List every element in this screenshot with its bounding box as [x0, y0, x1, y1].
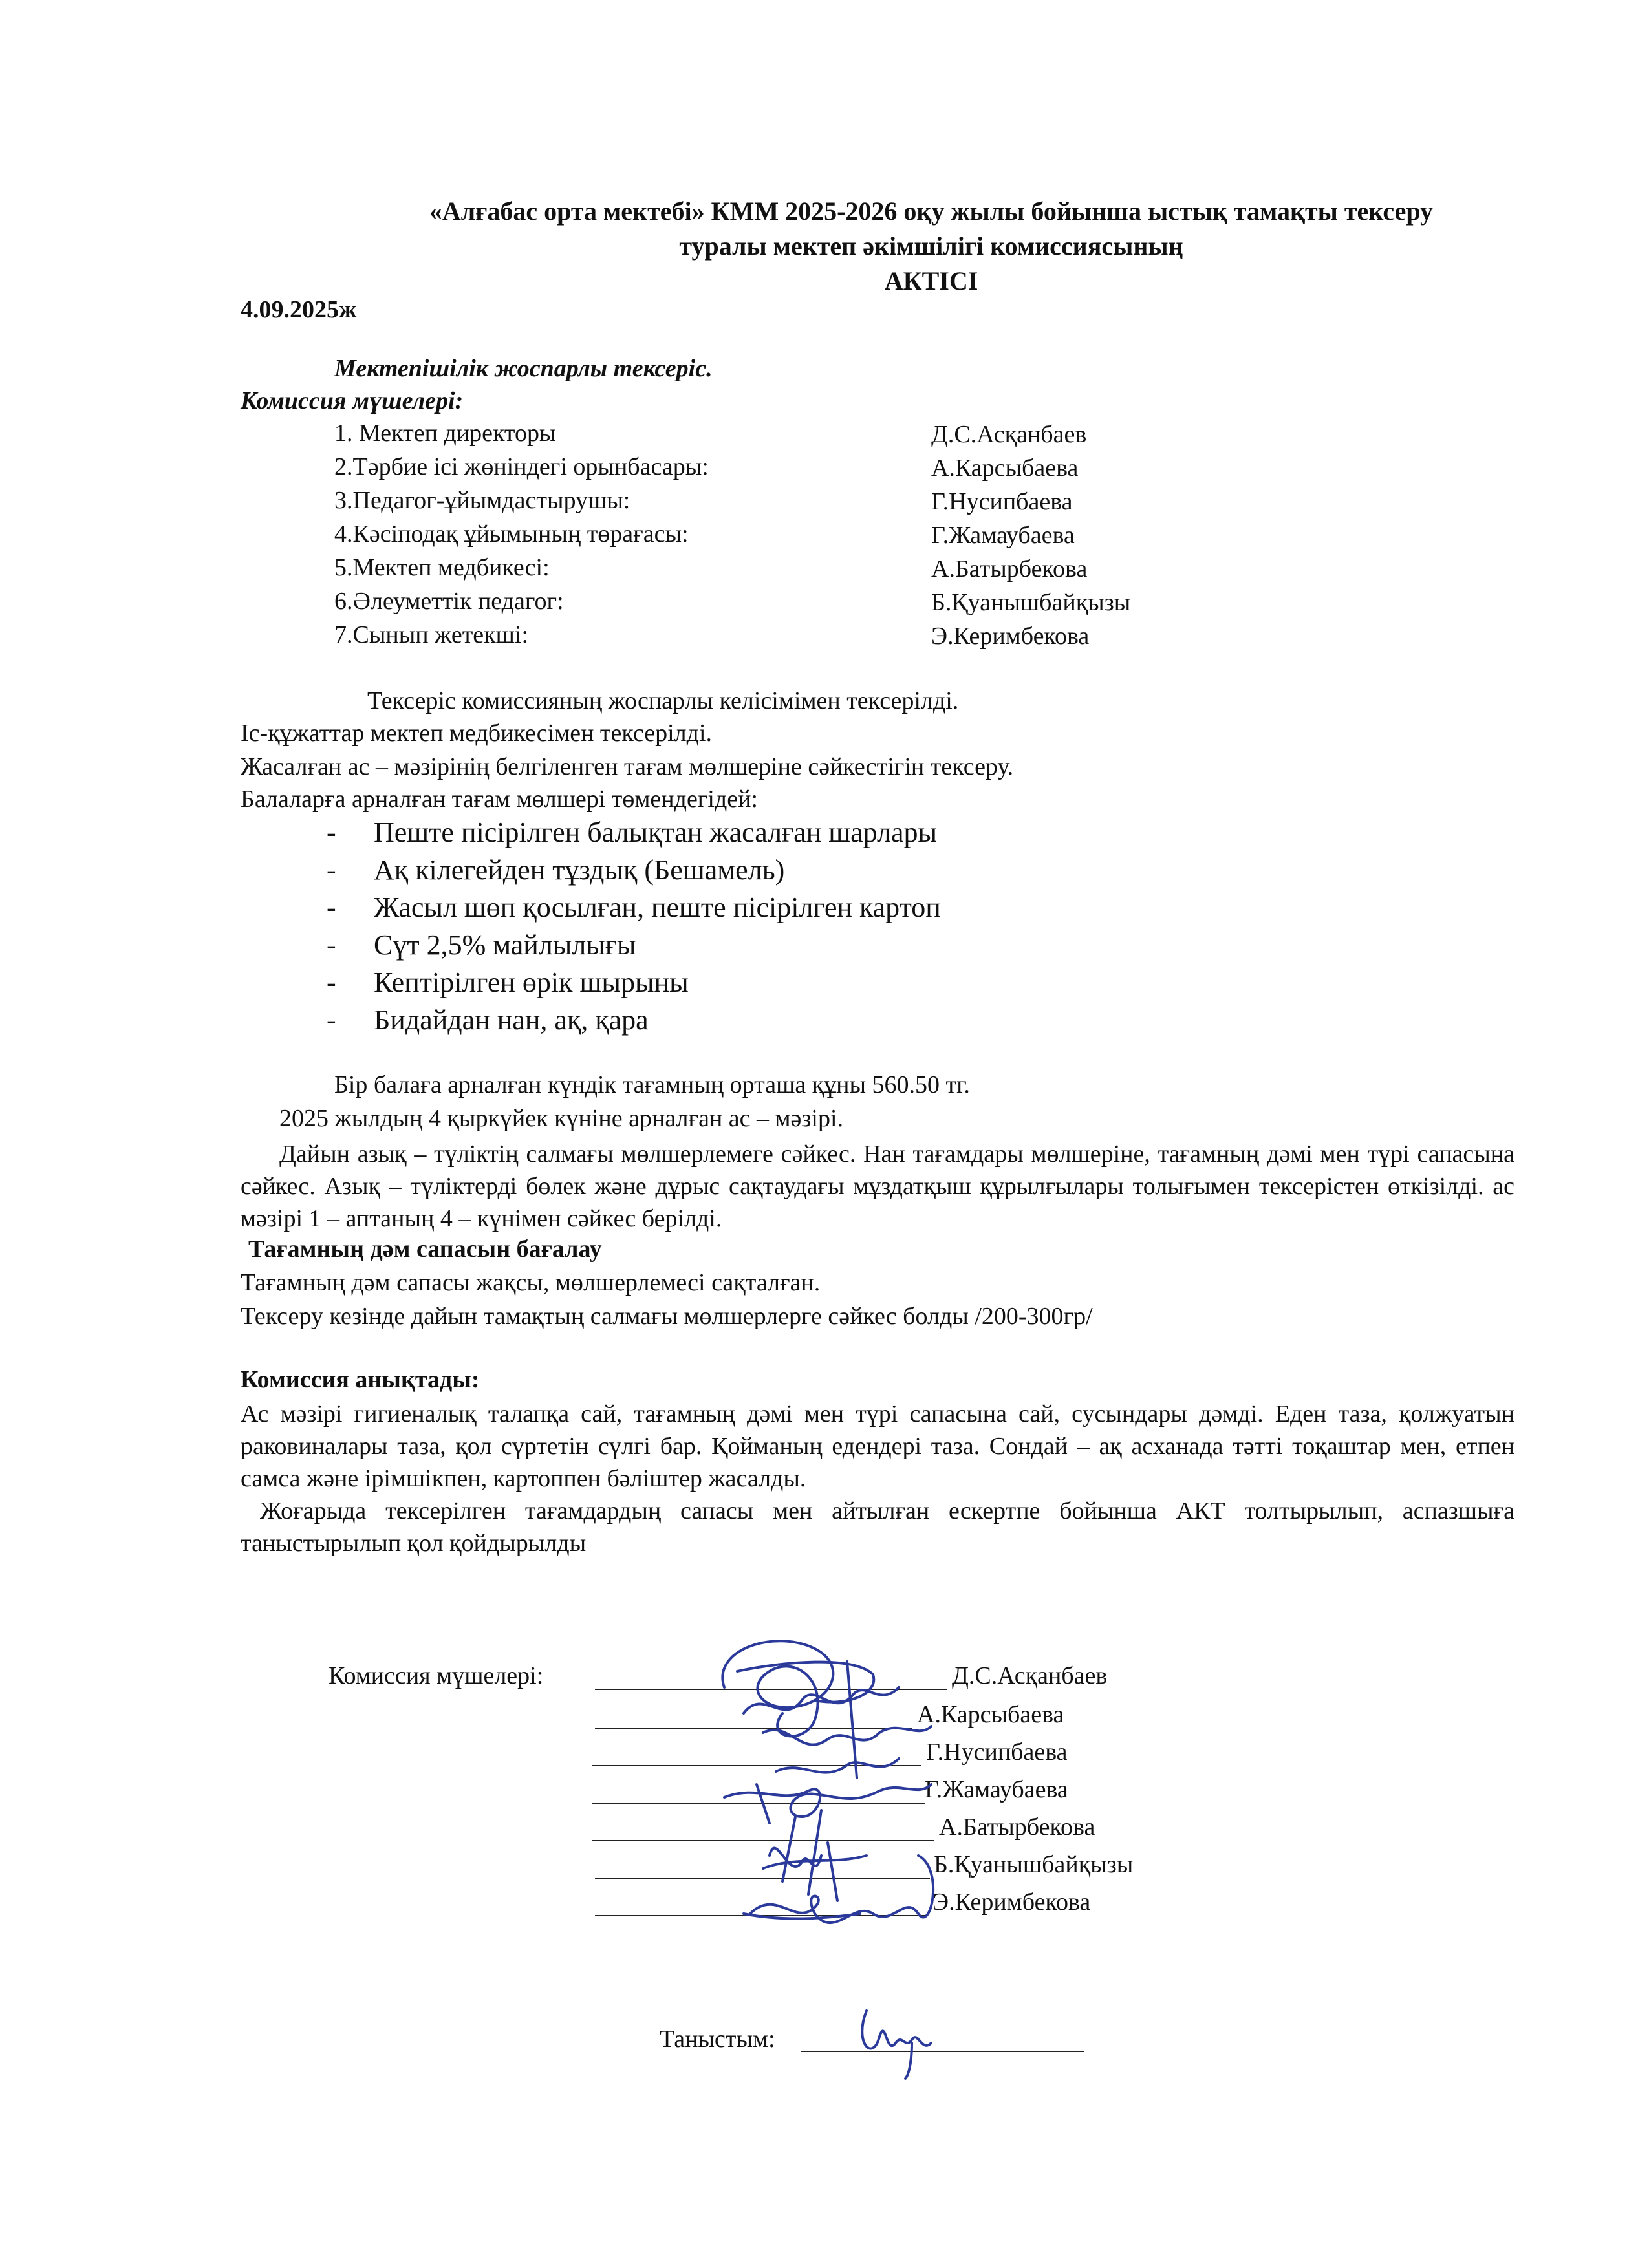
inspection-type: Мектепішілік жоспарлы тексеріс.: [334, 355, 713, 382]
list-bullet: -: [327, 1004, 336, 1036]
menu-item: Сүт 2,5% майлылығы: [374, 929, 636, 961]
list-bullet: -: [327, 929, 336, 961]
member-role: 7.Сынып жетекші:: [334, 621, 529, 648]
document-date: 4.09.2025ж: [241, 296, 357, 323]
taste-heading: Тағамның дәм сапасын бағалау: [248, 1236, 602, 1263]
intro-line: Тексеріс комиссияның жоспарлы келісімімен тексерілді.: [367, 687, 959, 714]
menu-item: Бидайдан нан, ақ, қара: [374, 1004, 649, 1036]
member-role: 5.Мектеп медбикесі:: [334, 554, 550, 581]
member-name: Э.Керимбекова: [931, 623, 1090, 650]
signature-name: А.Карсыбаева: [917, 1701, 1064, 1728]
member-role: 6.Әлеуметтік педагог:: [334, 588, 564, 615]
header-line-1: «Алғабас орта мектебі» КММ 2025-2026 оқу жылы бойынша ыстық тамақты тексеру: [429, 197, 1434, 226]
findings-paragraph: Ас мәзірі гигиеналық талапқа сай, тағамның дәмі мен түрі сапасына сай, сусындары дәмді. Еден таза, қолжуатын раковиналары таза, қол сүртетін сүлгі бар. Қойманың едендері таза. Сондай – ақ асханада тәтті тоқаштар мен, етпен самса және ірімшікпен, картоппен бәліштер жасалды.: [241, 1400, 1514, 1492]
signature-name: Г.Жамаубаева: [925, 1776, 1068, 1803]
cost-line: Бір балаға арналған күндік тағамның орташа құны 560.50 тг.: [334, 1071, 970, 1098]
taste-line: Тексеру кезінде дайын тамақтың салмағы мөлшерлерге сәйкес болды /200-300гр/: [241, 1303, 1093, 1330]
signature-name: Э.Керимбекова: [932, 1888, 1091, 1916]
header-act-title: АКТІСІ: [884, 266, 978, 295]
intro-line: Балаларға арналған тағам мөлшері төмендегідей:: [241, 786, 759, 813]
findings-heading: Комиссия анықтады:: [241, 1366, 480, 1393]
member-name: Д.С.Асқанбаев: [931, 421, 1087, 448]
intro-line: Жасалған ас – мәзірінің белгіленген тағам мөлшеріне сәйкестігін тексеру.: [241, 753, 1014, 780]
member-name: Б.Қуанышбайқызы: [931, 589, 1131, 616]
signature-name: Г.Нусипбаева: [926, 1738, 1068, 1766]
member-role: 4.Кәсіподақ ұйымының төрағасы:: [334, 520, 689, 548]
signature-name: Д.С.Асқанбаев: [952, 1662, 1108, 1689]
signature-name: А.Батырбекова: [939, 1813, 1095, 1841]
list-bullet: -: [327, 854, 336, 886]
list-bullet: -: [327, 967, 336, 998]
menu-date-line: 2025 жылдың 4 қыркүйек күніне арналған ас – мәзірі.: [279, 1105, 844, 1132]
acknowledged-signature: [841, 1965, 957, 2082]
members-heading: Комиссия мүшелері:: [241, 387, 464, 414]
member-name: Г.Нусипбаева: [931, 488, 1073, 515]
member-role: 3.Педагог-ұйымдастырушы:: [334, 487, 630, 514]
menu-item: Жасыл шөп қосылған, пеште пісірілген картоп: [374, 892, 941, 923]
list-bullet: -: [327, 892, 336, 923]
menu-item: Пеште пісірілген балықтан жасалған шарлары: [374, 817, 938, 848]
member-name: А.Батырбекова: [931, 555, 1088, 583]
member-role: 2.Тәрбие ісі жөніндегі орынбасары:: [334, 453, 709, 480]
conclusion-paragraph: Жоғарыда тексерілген тағамдардың сапасы мен айтылған ескертпе бойынша АКТ толтырылып, аспазшыға таныстырылып қол қойдырылды: [241, 1497, 1514, 1557]
list-bullet: -: [327, 817, 336, 848]
header-line-2: туралы мектеп әкімшілігі комиссиясының: [679, 231, 1183, 261]
member-role: 1. Мектеп директоры: [334, 420, 556, 447]
signature-name: Б.Қуанышбайқызы: [934, 1851, 1134, 1878]
acknowledged-label: Таныстым:: [660, 2026, 775, 2053]
member-name: Г.Жамаубаева: [931, 522, 1075, 549]
intro-line: Іс-құжаттар мектеп медбикесімен тексерілді.: [241, 720, 713, 747]
menu-item: Кептірілген өрік шырыны: [374, 967, 689, 998]
member-name: А.Карсыбаева: [931, 455, 1079, 482]
taste-line: Тағамның дәм сапасы жақсы, мөлшерлемесі сақталған.: [241, 1269, 821, 1296]
menu-item: Ақ кілегейден тұздық (Бешамель): [374, 854, 785, 886]
handwritten-signatures: [685, 1610, 957, 1972]
compliance-paragraph: Дайын азық – түліктің салмағы мөлшерлемеге сәйкес. Нан тағамдары мөлшеріне, тағамның дәмі мен түрі сапасына сәйкес. Азық – түліктерді бөлек және дұрыс сақтаудағы мұздатқыш құрылғылары толығымен тексерістен өткізілді. ас мәзірі 1 – аптаның 4 – күнімен сәйкес берілді.: [241, 1140, 1514, 1232]
signatures-label: Комиссия мүшелері:: [329, 1662, 544, 1689]
